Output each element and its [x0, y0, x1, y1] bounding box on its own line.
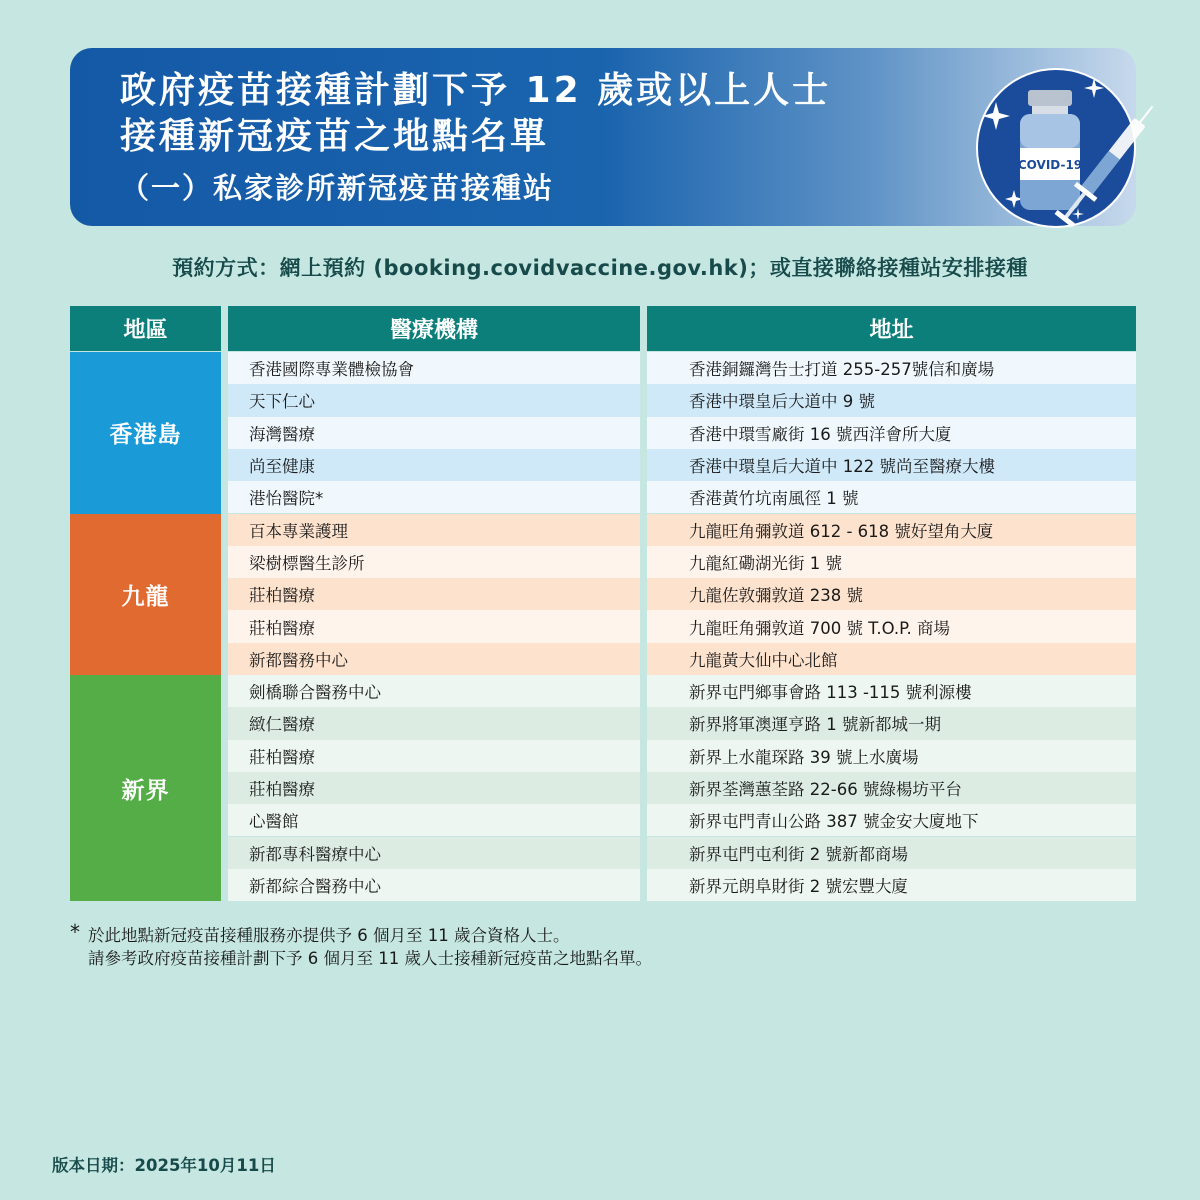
- footnote: [70, 920, 652, 970]
- booking-method-text: 預約方式：網上預約 (booking.covidvaccine.gov.hk)；或直接聯絡接種站安排接種: [172, 256, 1028, 280]
- region-cell: 九龍: [70, 514, 221, 676]
- institution-cell: 緻仁醫療: [228, 707, 640, 739]
- region-cell: 香港島: [70, 352, 221, 514]
- covid19-badge-label: COVID-19: [1017, 158, 1083, 172]
- page-subtitle: （一）私家診所新冠疫苗接種站: [120, 171, 555, 205]
- footnote-marker: *: [70, 920, 80, 944]
- address-cell: 香港中環雪廠街 16 號西洋會所大廈: [647, 417, 1136, 449]
- column-header-address: 地址: [647, 306, 1136, 351]
- address-cell: 九龍旺角彌敦道 700 號 T.O.P. 商場: [647, 610, 1136, 642]
- institution-cell: 港怡醫院*: [228, 481, 640, 513]
- page-title-line1: 政府疫苗接種計劃下予 12 歲或以上人士: [120, 70, 832, 111]
- version-date: 版本日期：2025年10月11日: [52, 1156, 276, 1175]
- address-cell: 九龍黃大仙中心北館: [647, 643, 1136, 675]
- institution-cell: 劍橋聯合醫務中心: [228, 675, 640, 707]
- address-cell: 新界屯門青山公路 387 號金安大廈地下: [647, 804, 1136, 836]
- address-cell: 香港中環皇后大道中 122 號尚至醫療大樓: [647, 449, 1136, 481]
- institution-cell: 海灣醫療: [228, 417, 640, 449]
- institution-cell: 尚至健康: [228, 449, 640, 481]
- address-cell: 新界上水龍琛路 39 號上水廣場: [647, 740, 1136, 772]
- institution-cell: 莊柏醫療: [228, 772, 640, 804]
- institution-cell: 心醫館: [228, 804, 640, 836]
- address-cell: 九龍佐敦彌敦道 238 號: [647, 578, 1136, 610]
- institution-cell: 梁樹標醫生診所: [228, 546, 640, 578]
- institution-cell: 新都綜合醫務中心: [228, 869, 640, 901]
- footnote-line-2: 請參考政府疫苗接種計劃下予 6 個月至 11 歲人士接種新冠疫苗之地點名單。: [88, 949, 652, 968]
- address-cell: 新界將軍澳運亨路 1 號新都城一期: [647, 707, 1136, 739]
- institution-cell: 香港國際專業體檢協會: [228, 352, 640, 384]
- address-cell: 新界屯門鄉事會路 113 -115 號利源樓: [647, 675, 1136, 707]
- column-header-region: 地區: [70, 306, 221, 351]
- address-cell: 九龍旺角彌敦道 612 - 618 號好望角大廈: [647, 514, 1136, 546]
- institution-cell: 天下仁心: [228, 384, 640, 416]
- address-cell: 新界元朗阜財街 2 號宏豐大廈: [647, 869, 1136, 901]
- vaccine-vial-syringe-icon: [956, 60, 1156, 230]
- footnote-line-1: 於此地點新冠疫苗接種服務亦提供予 6 個月至 11 歲合資格人士。: [88, 926, 570, 945]
- institution-cell: 莊柏醫療: [228, 740, 640, 772]
- institution-cell: 莊柏醫療: [228, 610, 640, 642]
- institution-cell: 百本專業護理: [228, 514, 640, 546]
- address-cell: 香港銅鑼灣告士打道 255-257號信和廣場: [647, 352, 1136, 384]
- institution-cell: 新都醫務中心: [228, 643, 640, 675]
- page-title-line2: 接種新冠疫苗之地點名單: [120, 116, 550, 157]
- address-cell: 香港黃竹坑南風徑 1 號: [647, 481, 1136, 513]
- title-banner: [70, 48, 1136, 226]
- address-cell: 新界屯門屯利街 2 號新都商場: [647, 837, 1136, 869]
- column-header-institution: 醫療機構: [228, 306, 640, 351]
- address-cell: 新界荃灣蕙荃路 22-66 號綠楊坊平台: [647, 772, 1136, 804]
- address-cell: 香港中環皇后大道中 9 號: [647, 384, 1136, 416]
- address-cell: 九龍紅磡湖光街 1 號: [647, 546, 1136, 578]
- institution-cell: 新都專科醫療中心: [228, 837, 640, 869]
- institution-cell: 莊柏醫療: [228, 578, 640, 610]
- region-cell: 新界: [70, 675, 221, 901]
